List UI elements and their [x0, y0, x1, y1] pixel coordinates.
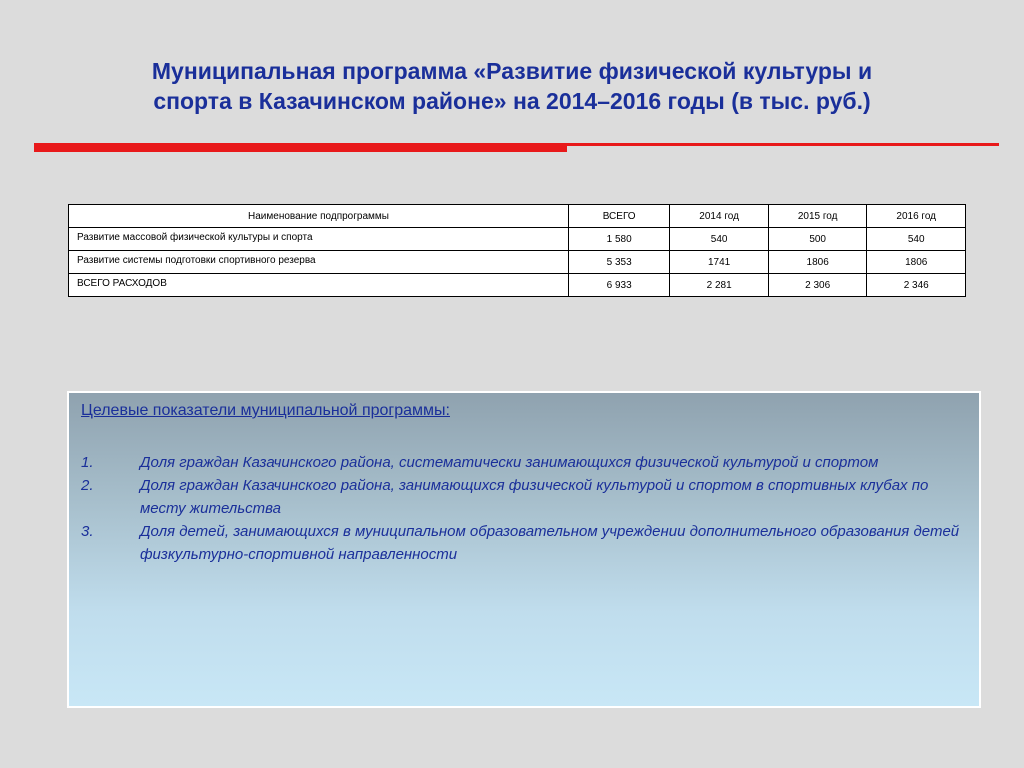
header-2016: 2016 год — [867, 205, 966, 228]
row-2014: 2 281 — [670, 274, 769, 297]
indicator-number: 3. — [81, 523, 94, 540]
row-total: 6 933 — [568, 274, 669, 297]
indicator-text: Доля граждан Казачинского района, занимающихся физической культурой и спортом в спортивных клубах по месту жительства — [140, 477, 929, 517]
row-subprogram-name: ВСЕГО РАСХОДОВ — [69, 274, 569, 297]
row-total: 5 353 — [568, 251, 669, 274]
target-indicators-panel — [67, 391, 981, 708]
row-subprogram-name: Развитие массовой физической культуры и спорта — [69, 228, 569, 251]
row-subprogram-name: Развитие системы подготовки спортивного резерва — [69, 251, 569, 274]
slide-title-line-1: Муниципальная программа «Развитие физической культуры и — [151, 58, 873, 84]
row-2016: 1806 — [867, 251, 966, 274]
header-2015: 2015 год — [768, 205, 867, 228]
indicators-list — [81, 451, 971, 566]
row-total: 1 580 — [568, 228, 669, 251]
indicator-text: Доля детей, занимающихся в муниципальном образовательном учреждении дополнительного образования детей физкультурно-спортивной направленности — [140, 523, 960, 563]
title-divider-thick — [34, 143, 567, 152]
header-subprogram-name: Наименование подпрограммы — [69, 205, 569, 228]
row-2016: 2 346 — [867, 274, 966, 297]
list-item — [81, 474, 971, 520]
title-divider-thin — [567, 143, 999, 146]
slide-title — [60, 56, 964, 116]
slide-title-line-2: спорта в Казачинском районе» на 2014–2016 годы (в тыс. руб.) — [153, 88, 871, 114]
row-2015: 2 306 — [768, 274, 867, 297]
table-header-row — [69, 205, 966, 228]
indicators-heading: Целевые показатели муниципальной программы: — [81, 402, 450, 419]
header-2014: 2014 год — [670, 205, 769, 228]
list-item — [81, 451, 971, 474]
row-2014: 540 — [670, 228, 769, 251]
table-row — [69, 251, 966, 274]
list-item — [81, 520, 971, 566]
row-2016: 540 — [867, 228, 966, 251]
indicator-number: 1. — [81, 454, 94, 471]
table-row-total — [69, 274, 966, 297]
table-row — [69, 228, 966, 251]
indicator-text: Доля граждан Казачинского района, систематически занимающихся физической культурой и спортом — [140, 454, 879, 471]
header-total: ВСЕГО — [568, 205, 669, 228]
indicator-number: 2. — [81, 477, 94, 494]
row-2015: 500 — [768, 228, 867, 251]
budget-table — [68, 204, 966, 297]
row-2014: 1741 — [670, 251, 769, 274]
row-2015: 1806 — [768, 251, 867, 274]
